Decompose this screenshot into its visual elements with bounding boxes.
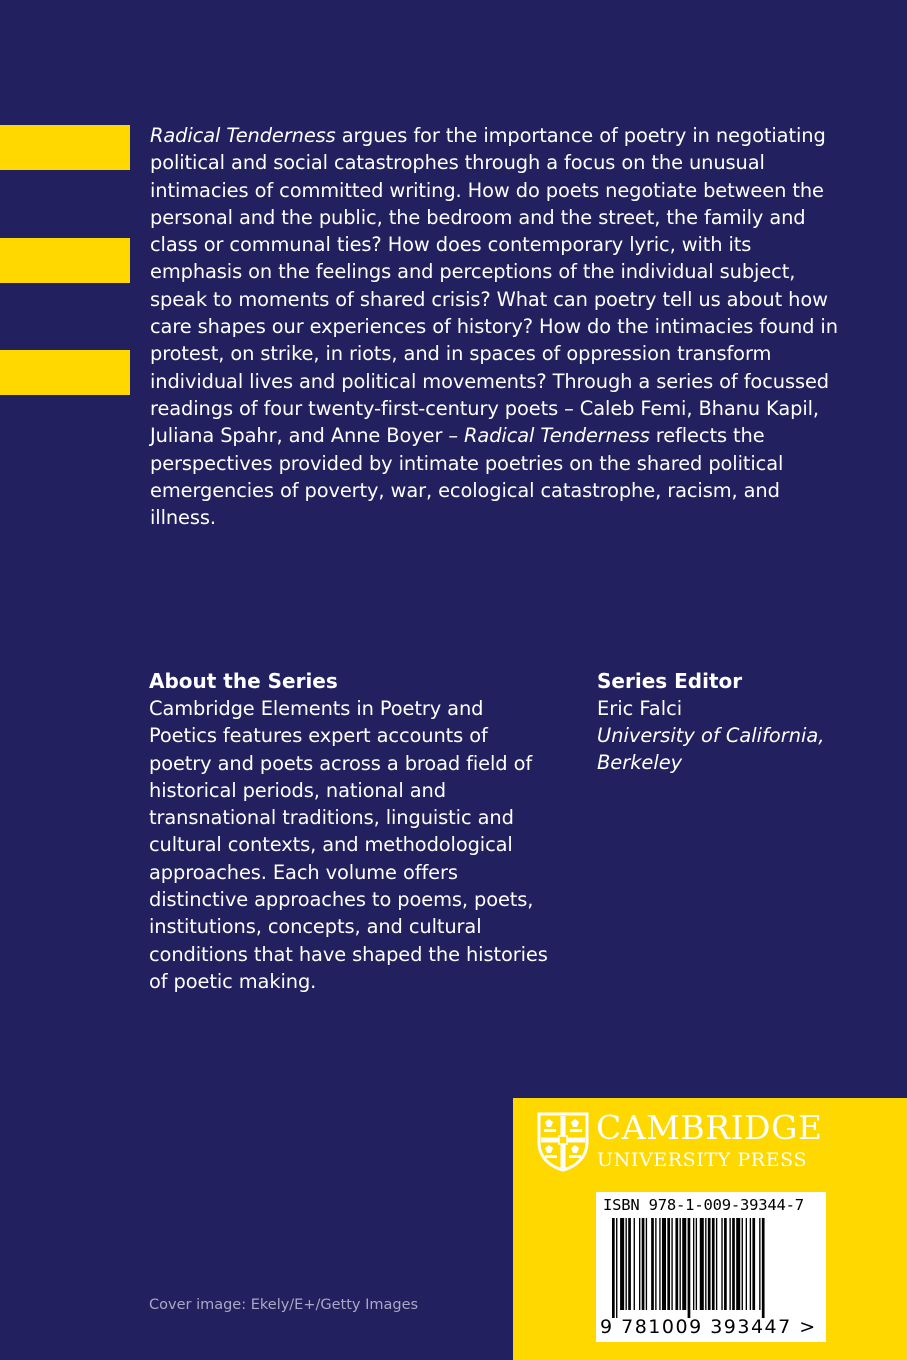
accent-bar-top xyxy=(0,125,130,170)
barcode-bar xyxy=(639,1218,640,1310)
barcode-bar xyxy=(729,1218,730,1310)
barcode-bar xyxy=(682,1218,686,1310)
barcode-bar xyxy=(762,1218,765,1318)
blurb-title-2: Radical Tenderness xyxy=(464,424,650,448)
barcode-bar xyxy=(642,1218,645,1310)
barcode-bar xyxy=(705,1218,706,1310)
barcode-bar xyxy=(612,1218,615,1318)
barcode-bar xyxy=(634,1218,635,1310)
barcode-bar xyxy=(750,1218,751,1310)
barcode-bar xyxy=(651,1218,654,1310)
accent-bar-bottom xyxy=(0,350,130,395)
barcode-bar xyxy=(655,1218,656,1310)
barcode-bar xyxy=(752,1218,755,1310)
barcode-bar xyxy=(716,1218,717,1310)
barcode-bar xyxy=(742,1218,743,1310)
barcode-bar xyxy=(746,1218,747,1310)
blurb-text-2: reflects the perspectives provided by intimate poetries on the shared political emergencies of poverty, war, ecological catastrophe, racism, and illness. xyxy=(150,424,784,530)
book-blurb xyxy=(150,122,840,531)
barcode-digits: 9 781009 393447 > xyxy=(600,1316,817,1338)
barcode-bar xyxy=(667,1218,670,1310)
publisher-name: CAMBRIDGE xyxy=(596,1108,823,1147)
barcode-bar xyxy=(659,1218,660,1310)
isbn-label: ISBN 978-1-009-39344-7 xyxy=(603,1196,804,1214)
series-editor-affiliation: University of California, Berkeley xyxy=(597,724,825,775)
cover-image-credit: Cover image: Ekely/E+/Getty Images xyxy=(149,1297,419,1313)
barcode-bar xyxy=(693,1218,694,1310)
barcode-bar xyxy=(671,1218,672,1310)
barcode-bar xyxy=(646,1218,647,1310)
blurb-text-1: argues for the importance of poetry in negotiating political and social catastrophes through a focus on the unusual intimacies of committed writing. How do poets negotiate between the personal and the public, the bedroom and the street, the family and class or communal ties? How does contemporary lyric, with its emphasis on the feelings and perceptions of the individual subject, speak to moments of shared crisis? What can poetry tell us about how care shapes our experiences of history? How do the intimacies found in protest, on strike, in riots, and in spaces of oppression transform individual lives and political movements? Through a series of focussed readings of four twenty-first-century poets – Caleb Femi, Bhanu Kapil, Juliana Spahr, and Anne Boyer – xyxy=(150,124,838,448)
about-series-heading: About the Series xyxy=(149,669,338,693)
accent-bar-middle xyxy=(0,238,130,283)
barcode xyxy=(612,1218,812,1318)
barcode-bar xyxy=(688,1218,691,1318)
barcode-bar xyxy=(662,1218,666,1310)
series-editor-name: Eric Falci xyxy=(597,697,683,720)
barcode-bar xyxy=(732,1218,735,1310)
series-editor-heading: Series Editor xyxy=(597,669,743,693)
barcode-bar xyxy=(736,1218,740,1310)
barcode-bar xyxy=(724,1218,727,1310)
barcode-bar xyxy=(712,1218,715,1310)
barcode-bar xyxy=(700,1218,704,1310)
barcode-bar xyxy=(680,1218,681,1310)
barcode-bar xyxy=(759,1218,760,1310)
barcode-bar xyxy=(708,1218,711,1310)
barcode-bar xyxy=(620,1218,624,1310)
about-series-text: Cambridge Elements in Poetry and Poetics features expert accounts of poetry and poets across a broad field of historical periods, national and transnational traditions, linguistic and cultural contexts, and methodological approaches. Each volume offers distinctive approaches to poems, poets, institutions, concepts, and cultural conditions that have shaped the histories of poetic making. xyxy=(149,697,548,993)
barcode-bar xyxy=(616,1218,617,1318)
publisher-press: UNIVERSITY PRESS xyxy=(597,1149,808,1171)
barcode-bar xyxy=(675,1218,678,1310)
barcode-bar xyxy=(721,1218,722,1310)
blurb-title: Radical Tenderness xyxy=(150,124,336,147)
barcode-bar xyxy=(626,1218,627,1310)
barcode-bar xyxy=(628,1218,631,1310)
cambridge-crest-icon xyxy=(537,1112,589,1172)
barcode-bar xyxy=(696,1218,697,1310)
